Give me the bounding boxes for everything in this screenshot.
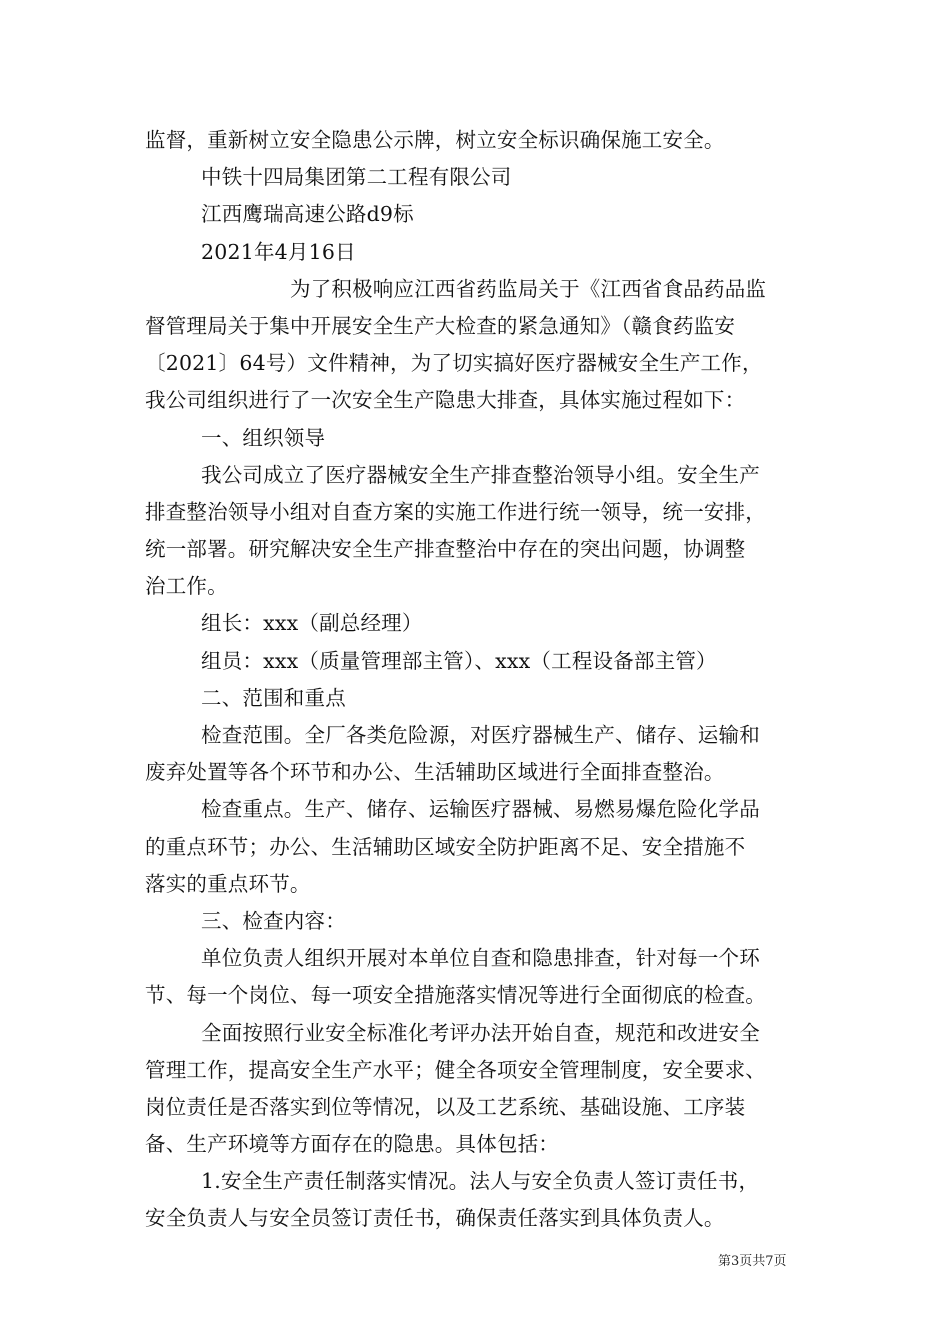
text-line: 江西鹰瑞高速公路d9标	[201, 202, 414, 227]
page-number: 第3页共7页	[718, 1254, 787, 1269]
text-line: 为了积极响应江西省药监局关于《江西省食品药品监	[290, 276, 767, 301]
text-line: 2021年4月16日	[201, 239, 356, 264]
text-line: 落实的重点环节。	[145, 871, 311, 896]
text-line: 岗位责任是否落实到位等情况，以及工艺系统、基础设施、工序装	[145, 1094, 746, 1119]
text-line: 统一部署。研究解决安全生产排查整治中存在的突出问题，协调整	[145, 537, 746, 562]
text-line: 1.安全生产责任制落实情况。法人与安全负责人签订责任书，	[201, 1169, 760, 1194]
text-line: 治工作。	[145, 574, 228, 599]
text-line: 的重点环节；办公、生活辅助区域安全防护距离不足、安全措施不	[145, 834, 746, 859]
text-line: 检查重点。生产、储存、运输医疗器械、易燃易爆危险化学品	[201, 797, 760, 822]
text-line: 督管理局关于集中开展安全生产大检查的紧急通知》（赣食药监安	[145, 313, 736, 338]
text-line: 二、范围和重点	[201, 685, 346, 710]
text-line: 节、每一个岗位、每一项安全措施落实情况等进行全面彻底的检查。	[145, 983, 766, 1008]
text-line: 我公司组织进行了一次安全生产隐患大排查，具体实施过程如下：	[145, 388, 746, 413]
text-line: 单位负责人组织开展对本单位自查和隐患排查，针对每一个环	[201, 946, 760, 971]
document-body	[145, 122, 815, 1238]
text-line: 管理工作，提高安全生产水平；健全各项安全管理制度，安全要求、	[145, 1057, 766, 1082]
text-line: 废弃处置等各个环节和办公、生活辅助区域进行全面排查整治。	[145, 760, 725, 785]
text-line: 监督，重新树立安全隐患公示牌，树立安全标识确保施工安全。	[145, 128, 725, 152]
text-line: 我公司成立了医疗器械安全生产排查整治领导小组。安全生产	[201, 462, 760, 487]
text-line: 三、检查内容：	[201, 908, 346, 933]
text-line: 组员：xxx（质量管理部主管）、xxx（工程设备部主管）	[201, 648, 717, 673]
text-line: 组长：xxx（副总经理）	[201, 611, 423, 636]
text-line: 排查整治领导小组对自查方案的实施工作进行统一领导，统一安排，	[145, 499, 766, 524]
text-line: 一、组织领导	[201, 425, 326, 450]
text-line: 中铁十四局集团第二工程有限公司	[201, 165, 512, 190]
text-line: 〔2021〕64号）文件精神，为了切实搞好医疗器械安全生产工作，	[145, 351, 763, 376]
text-line: 备、生产环境等方面存在的隐患。具体包括：	[145, 1132, 559, 1157]
text-line: 安全负责人与安全员签订责任书，确保责任落实到具体负责人。	[145, 1206, 725, 1231]
text-line: 检查范围。全厂各类危险源，对医疗器械生产、储存、运输和	[201, 723, 760, 747]
text-line: 全面按照行业安全标准化考评办法开始自查，规范和改进安全	[201, 1020, 760, 1045]
